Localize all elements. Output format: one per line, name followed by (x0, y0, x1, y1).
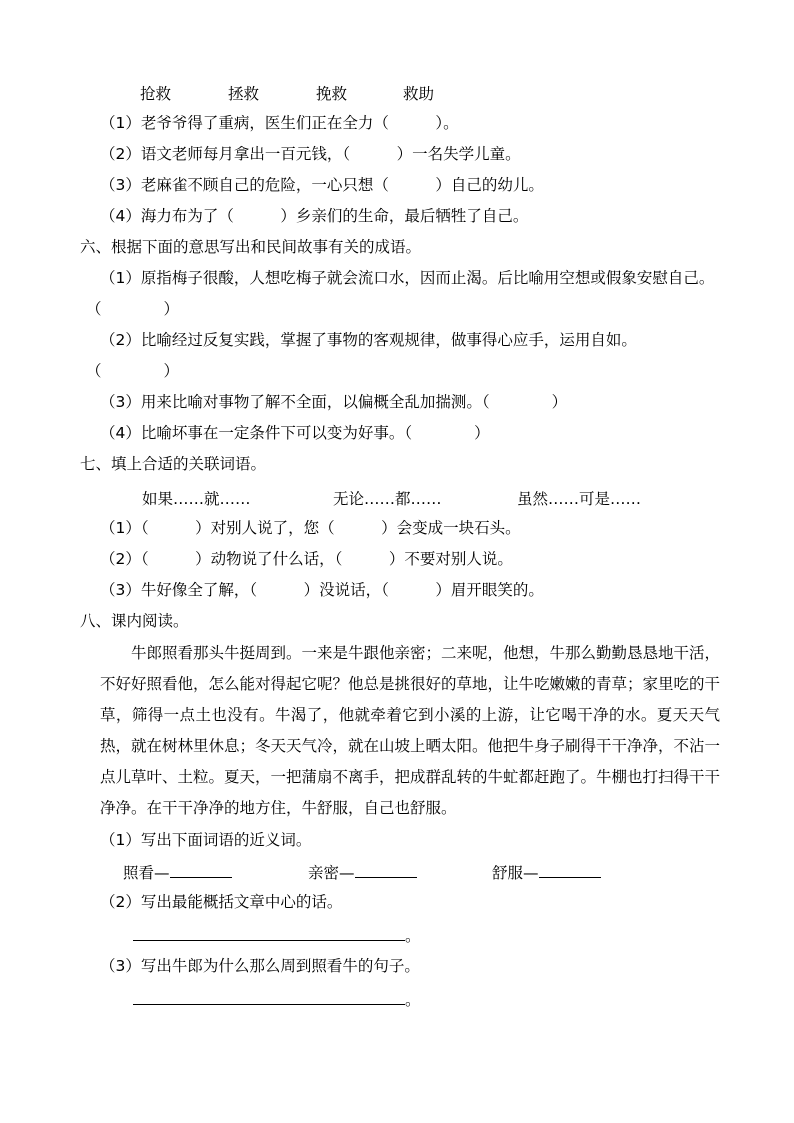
answer-underline[interactable] (133, 988, 405, 1005)
question-8-2: （2）写出最能概括文章中心的话。 (100, 893, 343, 911)
question-5-4: （4）海力布为了（ ）乡亲们的生命，最后牺牲了自己。 (100, 207, 529, 225)
answer-line-8-2[interactable] (133, 924, 421, 946)
answer-line-8-3[interactable] (133, 988, 421, 1010)
section-7-heading: 七、填上合适的关联词语。 (80, 455, 267, 473)
question-8-3: （3）写出牛郎为什么那么周到照看牛的句子。 (100, 957, 420, 975)
question-6-2: （2）比喻经过反复实践，掌握了事物的客观规律，做事得心应手，运用自如。 (100, 331, 637, 349)
word-option: 拯救 (228, 85, 260, 103)
period: 。 (405, 927, 421, 945)
section-8-heading: 八、课内阅读。 (80, 612, 189, 630)
answer-underline[interactable] (133, 924, 405, 941)
period: 。 (405, 991, 421, 1009)
question-8-1: （1）写出下面词语的近义词。 (100, 831, 312, 849)
question-5-2: （2）语文老师每月拿出一百元钱，（ ）一名失学儿童。 (100, 145, 521, 163)
synonym-answer-line[interactable] (170, 861, 232, 878)
question-7-1: （1）（ ）对别人说了，您（ ）会变成一块石头。 (100, 519, 521, 537)
synonym-answer-line[interactable] (539, 861, 601, 878)
word-option: 抢救 (140, 85, 172, 103)
conjunction-option: 如果……就…… (142, 490, 251, 508)
synonym-item (492, 861, 601, 883)
conjunction-option: 无论……都…… (333, 490, 442, 508)
synonym-word: 亲密— (308, 864, 355, 882)
section-6-heading: 六、根据下面的意思写出和民间故事有关的成语。 (80, 238, 422, 256)
conjunction-option: 虽然……可是…… (517, 490, 642, 508)
question-6-1: （1）原指梅子很酸，人想吃梅子就会流口水，因而止渴。后比喻用空想或假象安慰自己。 (100, 269, 715, 287)
question-7-2: （2）（ ）动物说了什么话，（ ）不要对别人说。 (100, 550, 513, 568)
question-5-1: （1）老爷爷得了重病，医生们正在全力（ ）。 (100, 114, 459, 132)
reading-passage (100, 638, 720, 824)
synonym-item (123, 861, 232, 883)
question-6-4: （4）比喻坏事在一定条件下可以变为好事。（ ） (100, 424, 490, 442)
question-5-3: （3）老麻雀不顾自己的危险，一心只想（ ）自己的幼儿。 (100, 176, 544, 194)
synonym-answer-line[interactable] (355, 861, 417, 878)
answer-blank-6-1[interactable]: （ ） (86, 300, 180, 318)
answer-blank-6-2[interactable]: （ ） (86, 362, 180, 380)
question-7-3: （3）牛好像全了解，（ ）没说话，（ ）眉开眼笑的。 (100, 581, 544, 599)
synonym-word: 照看— (123, 864, 170, 882)
synonym-word: 舒服— (492, 864, 539, 882)
word-option: 挽救 (316, 85, 348, 103)
passage-text: 牛郎照看那头牛挺周到。一来是牛跟他亲密；二来呢，他想，牛那么勤勤恳恳地干活，不好好照看他，怎么能对得起它呢？他总是挑很好的草地，让牛吃嫩嫩的青草；家里吃的干草，筛得一点土也没有。牛渴了，他就牵着它到小溪的上游，让它喝干净的水。夏天天气热，就在树林里休息；冬天天气冷，就在山坡上晒太阳。他把牛身子刷得干干净净，不沾一点儿草叶、土粒。夏天，一把蒲扇不离手，把成群乱转的牛虻都赶跑了。牛棚也打扫得干干净净。在干干净净的地方住，牛舒服，自己也舒服。 (100, 644, 721, 817)
word-option: 救助 (403, 85, 435, 103)
synonym-item (308, 861, 417, 883)
question-6-3: （3）用来比喻对事物了解不全面，以偏概全乱加揣测。（ ） (100, 393, 568, 411)
